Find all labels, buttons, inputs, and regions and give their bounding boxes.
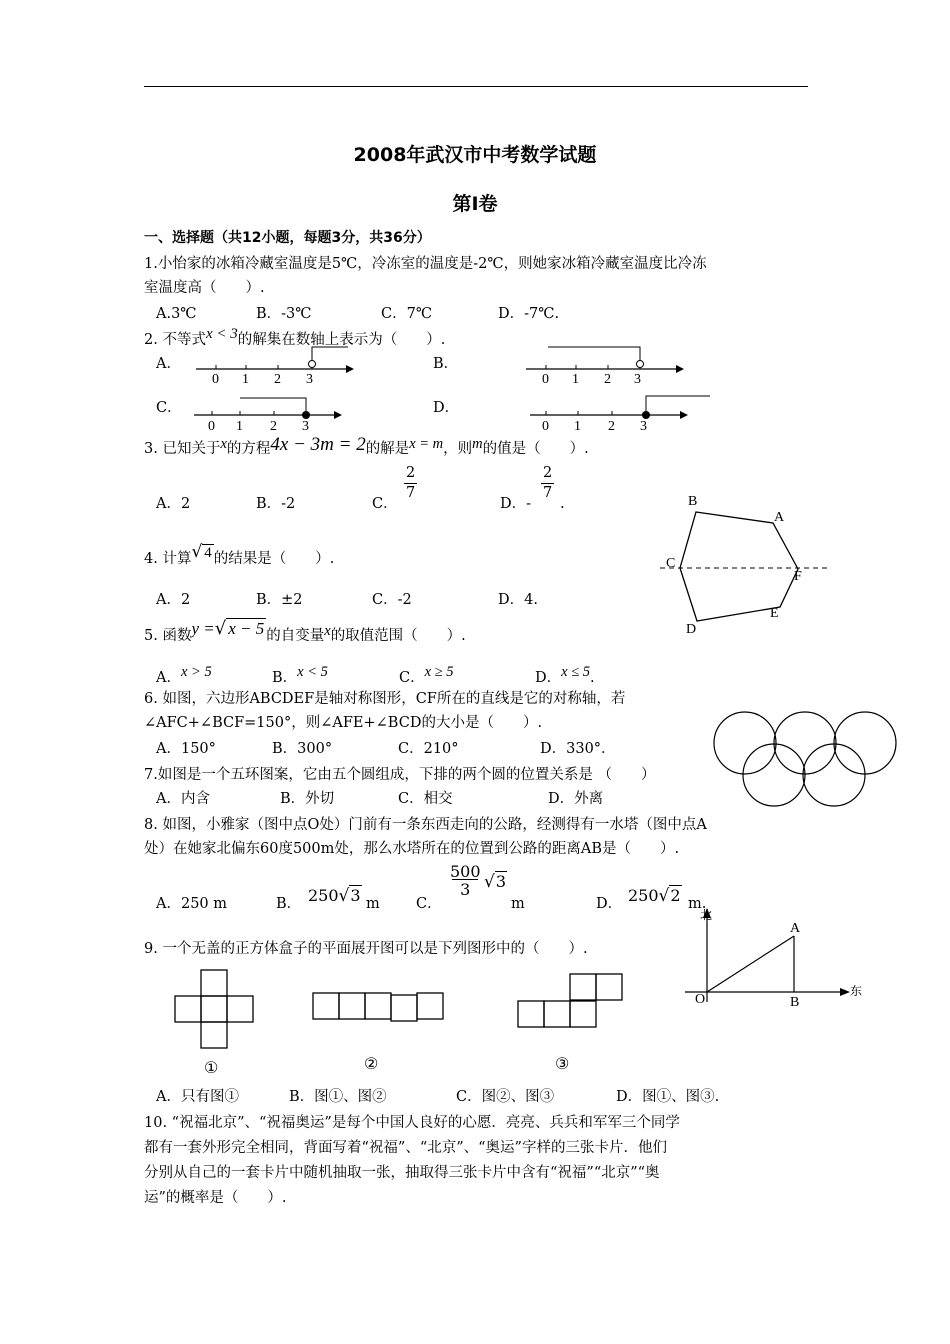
q1-option-c: C．7℃	[381, 306, 433, 322]
q8-north-label: 北	[700, 908, 713, 922]
q3-text-2: 的方程	[226, 441, 271, 457]
q10-line2: 都有一套外形完全相同，背面写着“祝福”、“北京”、“奥运”字样的三张卡片．他们	[144, 1140, 667, 1156]
q3-option-d-tail: .	[560, 496, 565, 512]
q2d-tick-0: 0	[542, 419, 549, 434]
q9-net-2	[310, 990, 448, 1024]
q2-number-line-b	[526, 335, 686, 390]
q5-c-label: C．	[399, 670, 425, 686]
q2d-tick-1: 1	[574, 419, 581, 434]
q7-option-b: B．外切	[280, 791, 335, 807]
q2d-tick-3: 3	[640, 419, 647, 434]
q5-d-tail: .	[590, 670, 595, 686]
q3-var-x: x	[220, 436, 227, 452]
hexagon-label-d: D	[686, 622, 697, 637]
q2-inequality: x < 3	[205, 326, 238, 342]
q3-equation: 4x − 3m = 2	[270, 434, 366, 455]
q8-b-radicand: 3	[350, 886, 361, 905]
q3-solution: x = m	[409, 436, 444, 452]
q3-text-3: 的解是	[365, 441, 410, 457]
q3-option-c	[404, 464, 417, 503]
q5-a-math: x > 5	[180, 664, 212, 680]
q9-net-1	[170, 968, 260, 1052]
q3-var-m: m	[472, 436, 483, 452]
q3-c-denominator: 7	[406, 485, 416, 501]
section-heading: 一、选择题（共12小题，每题3分，共36分）	[144, 230, 431, 246]
q8-d-coef: 250	[628, 886, 659, 905]
q5-d-math: x ≤ 5	[561, 664, 591, 680]
q9-option-d: D．图①、图③.	[616, 1089, 720, 1105]
q4-suffix: 的结果是（ ）.	[213, 551, 335, 567]
q2a-tick-0: 0	[212, 372, 219, 387]
q8-point-b: B	[790, 995, 800, 1010]
q8-c-fraction	[448, 862, 483, 899]
q5-a-label: A．	[156, 670, 181, 686]
q5-radicand: x − 5	[228, 619, 265, 638]
q8-c-denominator: 3	[452, 879, 478, 899]
q8-option-c	[448, 862, 483, 899]
q5-mid: 的自变量	[266, 628, 325, 644]
q8-option-a: A．250 m	[156, 896, 228, 912]
q8-option-b-label: B．	[276, 896, 302, 912]
q5-sqrt: √ x − 5	[214, 618, 265, 639]
q2b-tick-3: 3	[634, 372, 641, 387]
q1-option-b: B．-3℃	[256, 306, 312, 322]
q5-option-d	[535, 664, 595, 688]
q3-d-numerator: 2	[541, 464, 554, 484]
q3-text-1: 3. 已知关于	[144, 441, 221, 457]
q2a-tick-1: 1	[242, 372, 249, 387]
q4-stem	[144, 542, 335, 569]
q2c-tick-0: 0	[208, 419, 215, 434]
q3-option-a: A．2	[156, 496, 191, 512]
q6-line2: ∠AFC+∠BCF=150°，则∠AFE+∠BCD的大小是（ ）.	[144, 715, 543, 731]
q1-option-a: A.3℃	[156, 306, 197, 322]
q5-option-a	[156, 664, 212, 688]
q5-option-b	[272, 664, 328, 688]
q2-number-line-a	[196, 335, 356, 390]
q3-c-fraction	[404, 464, 417, 503]
q3-option-c-label: C．	[372, 496, 398, 512]
hexagon-label-a: A	[774, 510, 785, 525]
q2b-tick-2: 2	[604, 372, 611, 387]
q8-point-a: A	[790, 921, 801, 936]
q6-option-a: A．150°	[156, 741, 216, 757]
q9-option-a: A．只有图①	[156, 1089, 239, 1105]
q3-text-5: 的值是（ ）.	[482, 441, 589, 457]
q5-d-label: D．	[535, 670, 562, 686]
q2d-tick-2: 2	[608, 419, 615, 434]
q4-radicand: 4	[204, 545, 212, 561]
q9-option-c: C．图②、图③	[456, 1089, 555, 1105]
q8-b-coef: 250	[308, 886, 339, 905]
q2b-tick-1: 1	[572, 372, 579, 387]
q9-figure-1-label: ①	[204, 1058, 219, 1077]
q6-line1: 6. 如图，六边形ABCDEF是轴对称图形，CF所在的直线是它的对称轴，若	[144, 691, 626, 707]
q8-c-numerator: 500	[450, 862, 481, 881]
q8-coordinate-figure	[680, 900, 870, 1012]
q7-option-d: D．外离	[548, 791, 604, 807]
q5-suffix: 的取值范围（ ）.	[330, 628, 466, 644]
hexagon-label-f: F	[794, 569, 802, 584]
q10-line4: 运”的概率是（ ）.	[144, 1190, 287, 1206]
q5-stem	[144, 618, 466, 646]
volume-title: 第Ⅰ卷	[452, 193, 498, 215]
q3-c-numerator: 2	[404, 464, 417, 484]
q9-line1: 9. 一个无盖的正方体盒子的平面展开图可以是下列图形中的（ ）.	[144, 941, 588, 957]
q7-line1: 7.如图是一个五环图案，它由五个圆组成，下排的两个圆的位置关系是 （ ）	[144, 767, 656, 783]
q9-figure-2-label: ②	[364, 1054, 379, 1073]
q8-option-b-unit: m	[366, 896, 380, 912]
q1-line1: 1.小怡家的冰箱冷藏室温度是5℃，冷冻室的温度是-2℃，则她家冰箱冷藏室温度比冷冻	[144, 256, 707, 272]
q2-label-a: A．	[156, 356, 181, 372]
q8-option-b: 250√3	[308, 886, 361, 906]
q8-option-d: 250√2	[628, 886, 681, 906]
q3-d-denominator: 7	[543, 485, 553, 501]
q5-prefix: 5. 函数	[144, 628, 192, 644]
q7-option-a: A．内含	[156, 791, 210, 807]
q5-c-math: x ≥ 5	[424, 664, 454, 680]
q2-number-line-c	[194, 385, 354, 435]
q5-option-c	[399, 664, 454, 688]
hexagon-label-b: B	[688, 494, 698, 509]
q8-option-c-unit: m	[511, 896, 525, 912]
q4-option-d: D．4.	[498, 592, 538, 608]
q2a-tick-3: 3	[306, 372, 313, 387]
q6-option-b: B．300°	[272, 741, 333, 757]
q2c-tick-2: 2	[270, 419, 277, 434]
q2-label-c: C．	[156, 400, 182, 416]
exam-title: 2008年武汉市中考数学试题	[353, 144, 597, 166]
q8-option-d-unit: m.	[688, 896, 707, 912]
q8-option-c-label: C．	[416, 896, 442, 912]
q1-option-d: D．-7℃.	[498, 306, 560, 322]
q2-suffix: 的解集在数轴上表示为（ ）.	[237, 332, 446, 348]
q5-b-label: B．	[272, 670, 298, 686]
q3-stem	[144, 434, 589, 459]
q9-net-3	[515, 970, 627, 1032]
top-rule	[144, 86, 808, 87]
q2a-tick-2: 2	[274, 372, 281, 387]
q8-c-radicand: 3	[495, 872, 507, 891]
q5-var-x: x	[324, 623, 331, 639]
hexagon-label-e: E	[770, 606, 779, 621]
q5-b-math: x < 5	[297, 664, 328, 680]
q8-line2: 处）在她家北偏东60度500m处，那么水塔所在的位置到公路的距离AB是（ ）.	[144, 841, 680, 857]
q1-line2: 室温度高（ ）.	[144, 280, 265, 296]
q2-label-d: D．	[433, 400, 460, 416]
q4-sqrt: √ 4	[191, 542, 212, 562]
q10-line1: 10. “祝福北京”、“祝福奥运”是每个中国人良好的心愿．亮亮、兵兵和军军三个同学	[144, 1115, 680, 1131]
q2c-tick-3: 3	[302, 419, 309, 434]
hexagon-figure	[650, 485, 835, 640]
q6-option-d: D．330°．	[540, 741, 616, 757]
q8-option-c-sqrt: √3	[484, 872, 507, 892]
q4-prefix: 4. 计算	[144, 551, 192, 567]
q2-label-b: B．	[433, 356, 459, 372]
q4-option-b: B．±2	[256, 592, 303, 608]
q8-d-radicand: 2	[670, 886, 681, 905]
q4-option-a: A．2	[156, 592, 191, 608]
q9-option-b: B．图①、图②	[289, 1089, 387, 1105]
q3-option-d	[541, 464, 554, 503]
q3-option-b: B．-2	[256, 496, 296, 512]
q8-option-d-label: D．	[596, 896, 623, 912]
q2-number-line-d	[530, 385, 715, 435]
q7-option-c: C．相交	[398, 791, 453, 807]
q5-function-lhs: y =	[191, 619, 215, 638]
q2b-tick-0: 0	[542, 372, 549, 387]
q2-prefix: 2. 不等式	[144, 332, 206, 348]
q3-text-4: ，则	[443, 441, 473, 457]
q3-option-d-label: D．-	[500, 496, 532, 512]
five-rings-figure	[706, 705, 900, 809]
q10-line3: 分别从自己的一套卡片中随机抽取一张，抽取得三张卡片中含有“祝福”“北京”“奥	[144, 1165, 660, 1181]
q6-option-c: C．210°	[398, 741, 459, 757]
q9-figure-3-label: ③	[555, 1054, 570, 1073]
q4-option-c: C．-2	[372, 592, 412, 608]
q8-point-o: O	[695, 992, 706, 1007]
q2c-tick-1: 1	[236, 419, 243, 434]
hexagon-label-c: C	[666, 556, 676, 571]
q8-line1: 8. 如图，小雅家（图中点O处）门前有一条东西走向的公路，经测得有一水塔（图中点A	[144, 817, 707, 833]
q3-d-fraction	[541, 464, 554, 503]
q8-east-label: 东	[850, 984, 863, 998]
